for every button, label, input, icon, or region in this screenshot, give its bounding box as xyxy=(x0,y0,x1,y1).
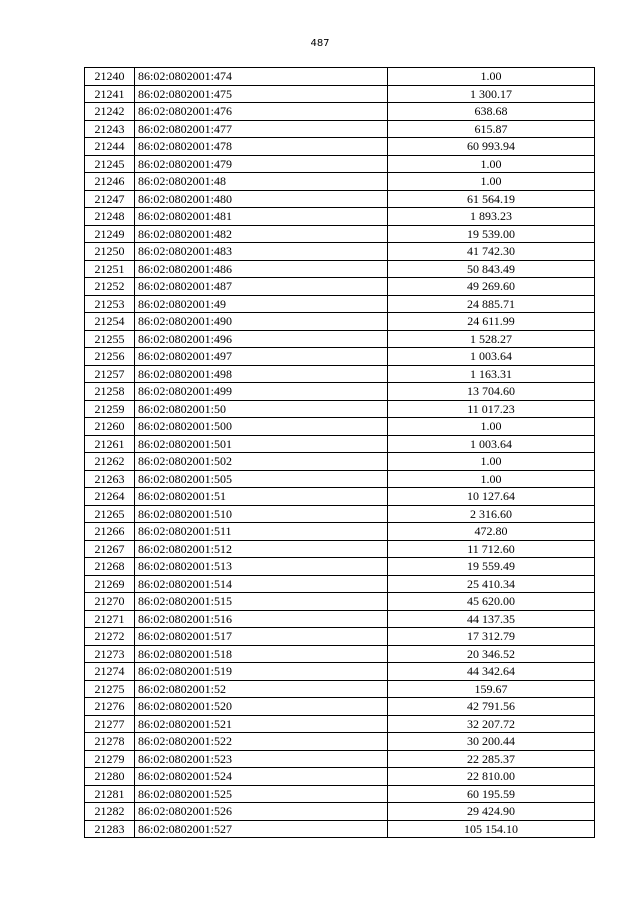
row-number-cell: 21247 xyxy=(85,190,135,208)
value-cell: 22 285.37 xyxy=(388,750,595,768)
cadastral-number-cell: 86:02:0802001:518 xyxy=(135,645,388,663)
cadastral-number-cell: 86:02:0802001:477 xyxy=(135,120,388,138)
table-row xyxy=(85,225,595,243)
value-cell: 159.67 xyxy=(388,680,595,698)
page-number: 487 xyxy=(310,38,330,49)
table-row xyxy=(85,400,595,418)
value-cell: 1.00 xyxy=(388,470,595,488)
table-row xyxy=(85,645,595,663)
row-number-cell: 21255 xyxy=(85,330,135,348)
table-row xyxy=(85,663,595,681)
row-number-cell: 21272 xyxy=(85,628,135,646)
table-row xyxy=(85,505,595,523)
row-number-cell: 21263 xyxy=(85,470,135,488)
row-number-cell: 21261 xyxy=(85,435,135,453)
row-number-cell: 21242 xyxy=(85,103,135,121)
table-row xyxy=(85,820,595,838)
row-number-cell: 21257 xyxy=(85,365,135,383)
value-cell: 1 300.17 xyxy=(388,85,595,103)
row-number-cell: 21264 xyxy=(85,488,135,506)
row-number-cell: 21265 xyxy=(85,505,135,523)
row-number-cell: 21280 xyxy=(85,768,135,786)
table-row xyxy=(85,295,595,313)
row-number-cell: 21244 xyxy=(85,138,135,156)
table-row xyxy=(85,628,595,646)
cadastral-number-cell: 86:02:0802001:51 xyxy=(135,488,388,506)
value-cell: 11 712.60 xyxy=(388,540,595,558)
row-number-cell: 21260 xyxy=(85,418,135,436)
row-number-cell: 21279 xyxy=(85,750,135,768)
table-row xyxy=(85,103,595,121)
table-row xyxy=(85,208,595,226)
value-cell: 13 704.60 xyxy=(388,383,595,401)
table-row xyxy=(85,698,595,716)
row-number-cell: 21277 xyxy=(85,715,135,733)
cadastral-number-cell: 86:02:0802001:513 xyxy=(135,558,388,576)
table-row xyxy=(85,558,595,576)
value-cell: 60 195.59 xyxy=(388,785,595,803)
row-number-cell: 21282 xyxy=(85,803,135,821)
table-row xyxy=(85,803,595,821)
row-number-cell: 21274 xyxy=(85,663,135,681)
parcel-table-body xyxy=(85,68,595,838)
value-cell: 1.00 xyxy=(388,418,595,436)
value-cell: 41 742.30 xyxy=(388,243,595,261)
row-number-cell: 21278 xyxy=(85,733,135,751)
cadastral-number-cell: 86:02:0802001:523 xyxy=(135,750,388,768)
cadastral-number-cell: 86:02:0802001:481 xyxy=(135,208,388,226)
row-number-cell: 21259 xyxy=(85,400,135,418)
table-row xyxy=(85,260,595,278)
value-cell: 49 269.60 xyxy=(388,278,595,296)
value-cell: 19 559.49 xyxy=(388,558,595,576)
cadastral-number-cell: 86:02:0802001:502 xyxy=(135,453,388,471)
table-row xyxy=(85,610,595,628)
value-cell: 1 893.23 xyxy=(388,208,595,226)
row-number-cell: 21262 xyxy=(85,453,135,471)
table-row xyxy=(85,715,595,733)
row-number-cell: 21252 xyxy=(85,278,135,296)
row-number-cell: 21254 xyxy=(85,313,135,331)
cadastral-number-cell: 86:02:0802001:526 xyxy=(135,803,388,821)
value-cell: 30 200.44 xyxy=(388,733,595,751)
cadastral-number-cell: 86:02:0802001:487 xyxy=(135,278,388,296)
table-row xyxy=(85,435,595,453)
row-number-cell: 21271 xyxy=(85,610,135,628)
value-cell: 24 611.99 xyxy=(388,313,595,331)
table-row xyxy=(85,85,595,103)
cadastral-number-cell: 86:02:0802001:483 xyxy=(135,243,388,261)
value-cell: 25 410.34 xyxy=(388,575,595,593)
value-cell: 44 342.64 xyxy=(388,663,595,681)
value-cell: 1.00 xyxy=(388,453,595,471)
cadastral-number-cell: 86:02:0802001:486 xyxy=(135,260,388,278)
value-cell: 10 127.64 xyxy=(388,488,595,506)
value-cell: 42 791.56 xyxy=(388,698,595,716)
parcel-table xyxy=(84,67,595,838)
value-cell: 1.00 xyxy=(388,68,595,86)
cadastral-number-cell: 86:02:0802001:50 xyxy=(135,400,388,418)
cadastral-number-cell: 86:02:0802001:480 xyxy=(135,190,388,208)
cadastral-number-cell: 86:02:0802001:511 xyxy=(135,523,388,541)
value-cell: 1 528.27 xyxy=(388,330,595,348)
table-row xyxy=(85,278,595,296)
cadastral-number-cell: 86:02:0802001:475 xyxy=(135,85,388,103)
cadastral-number-cell: 86:02:0802001:498 xyxy=(135,365,388,383)
cadastral-number-cell: 86:02:0802001:512 xyxy=(135,540,388,558)
cadastral-number-cell: 86:02:0802001:516 xyxy=(135,610,388,628)
row-number-cell: 21256 xyxy=(85,348,135,366)
cadastral-number-cell: 86:02:0802001:479 xyxy=(135,155,388,173)
row-number-cell: 21249 xyxy=(85,225,135,243)
row-number-cell: 21240 xyxy=(85,68,135,86)
cadastral-number-cell: 86:02:0802001:515 xyxy=(135,593,388,611)
table-row xyxy=(85,418,595,436)
cadastral-number-cell: 86:02:0802001:478 xyxy=(135,138,388,156)
table-row xyxy=(85,313,595,331)
row-number-cell: 21270 xyxy=(85,593,135,611)
cadastral-number-cell: 86:02:0802001:525 xyxy=(135,785,388,803)
value-cell: 1 163.31 xyxy=(388,365,595,383)
value-cell: 22 810.00 xyxy=(388,768,595,786)
value-cell: 32 207.72 xyxy=(388,715,595,733)
cadastral-number-cell: 86:02:0802001:474 xyxy=(135,68,388,86)
cadastral-number-cell: 86:02:0802001:500 xyxy=(135,418,388,436)
cadastral-number-cell: 86:02:0802001:521 xyxy=(135,715,388,733)
row-number-cell: 21276 xyxy=(85,698,135,716)
row-number-cell: 21248 xyxy=(85,208,135,226)
row-number-cell: 21266 xyxy=(85,523,135,541)
cadastral-number-cell: 86:02:0802001:52 xyxy=(135,680,388,698)
value-cell: 50 843.49 xyxy=(388,260,595,278)
cadastral-number-cell: 86:02:0802001:514 xyxy=(135,575,388,593)
value-cell: 2 316.60 xyxy=(388,505,595,523)
cadastral-number-cell: 86:02:0802001:496 xyxy=(135,330,388,348)
row-number-cell: 21253 xyxy=(85,295,135,313)
cadastral-number-cell: 86:02:0802001:476 xyxy=(135,103,388,121)
value-cell: 24 885.71 xyxy=(388,295,595,313)
table-row xyxy=(85,243,595,261)
value-cell: 1 003.64 xyxy=(388,435,595,453)
value-cell: 29 424.90 xyxy=(388,803,595,821)
row-number-cell: 21251 xyxy=(85,260,135,278)
value-cell: 60 993.94 xyxy=(388,138,595,156)
table-row xyxy=(85,120,595,138)
table-row xyxy=(85,383,595,401)
table-row xyxy=(85,488,595,506)
table-row xyxy=(85,768,595,786)
table-row xyxy=(85,173,595,191)
row-number-cell: 21250 xyxy=(85,243,135,261)
row-number-cell: 21283 xyxy=(85,820,135,838)
cadastral-number-cell: 86:02:0802001:49 xyxy=(135,295,388,313)
table-row xyxy=(85,365,595,383)
table-row xyxy=(85,190,595,208)
cadastral-number-cell: 86:02:0802001:527 xyxy=(135,820,388,838)
value-cell: 61 564.19 xyxy=(388,190,595,208)
table-row xyxy=(85,750,595,768)
table-row xyxy=(85,785,595,803)
cadastral-number-cell: 86:02:0802001:482 xyxy=(135,225,388,243)
row-number-cell: 21273 xyxy=(85,645,135,663)
table-row xyxy=(85,138,595,156)
row-number-cell: 21275 xyxy=(85,680,135,698)
value-cell: 11 017.23 xyxy=(388,400,595,418)
table-row xyxy=(85,453,595,471)
row-number-cell: 21268 xyxy=(85,558,135,576)
cadastral-number-cell: 86:02:0802001:517 xyxy=(135,628,388,646)
cadastral-number-cell: 86:02:0802001:499 xyxy=(135,383,388,401)
cadastral-number-cell: 86:02:0802001:519 xyxy=(135,663,388,681)
table-row xyxy=(85,348,595,366)
table-row xyxy=(85,68,595,86)
row-number-cell: 21241 xyxy=(85,85,135,103)
cadastral-number-cell: 86:02:0802001:48 xyxy=(135,173,388,191)
row-number-cell: 21246 xyxy=(85,173,135,191)
value-cell: 1 003.64 xyxy=(388,348,595,366)
value-cell: 638.68 xyxy=(388,103,595,121)
value-cell: 105 154.10 xyxy=(388,820,595,838)
table-row xyxy=(85,470,595,488)
value-cell: 20 346.52 xyxy=(388,645,595,663)
row-number-cell: 21243 xyxy=(85,120,135,138)
table-row xyxy=(85,523,595,541)
row-number-cell: 21267 xyxy=(85,540,135,558)
table-row xyxy=(85,733,595,751)
value-cell: 615.87 xyxy=(388,120,595,138)
cadastral-number-cell: 86:02:0802001:505 xyxy=(135,470,388,488)
cadastral-number-cell: 86:02:0802001:501 xyxy=(135,435,388,453)
table-row xyxy=(85,575,595,593)
value-cell: 1.00 xyxy=(388,155,595,173)
cadastral-number-cell: 86:02:0802001:510 xyxy=(135,505,388,523)
value-cell: 44 137.35 xyxy=(388,610,595,628)
table-row xyxy=(85,680,595,698)
row-number-cell: 21281 xyxy=(85,785,135,803)
row-number-cell: 21269 xyxy=(85,575,135,593)
value-cell: 17 312.79 xyxy=(388,628,595,646)
table-row xyxy=(85,540,595,558)
value-cell: 19 539.00 xyxy=(388,225,595,243)
cadastral-number-cell: 86:02:0802001:490 xyxy=(135,313,388,331)
table-row xyxy=(85,593,595,611)
cadastral-number-cell: 86:02:0802001:524 xyxy=(135,768,388,786)
table-row xyxy=(85,330,595,348)
cadastral-number-cell: 86:02:0802001:497 xyxy=(135,348,388,366)
table-row xyxy=(85,155,595,173)
cadastral-number-cell: 86:02:0802001:520 xyxy=(135,698,388,716)
cadastral-number-cell: 86:02:0802001:522 xyxy=(135,733,388,751)
row-number-cell: 21245 xyxy=(85,155,135,173)
value-cell: 1.00 xyxy=(388,173,595,191)
value-cell: 45 620.00 xyxy=(388,593,595,611)
row-number-cell: 21258 xyxy=(85,383,135,401)
value-cell: 472.80 xyxy=(388,523,595,541)
